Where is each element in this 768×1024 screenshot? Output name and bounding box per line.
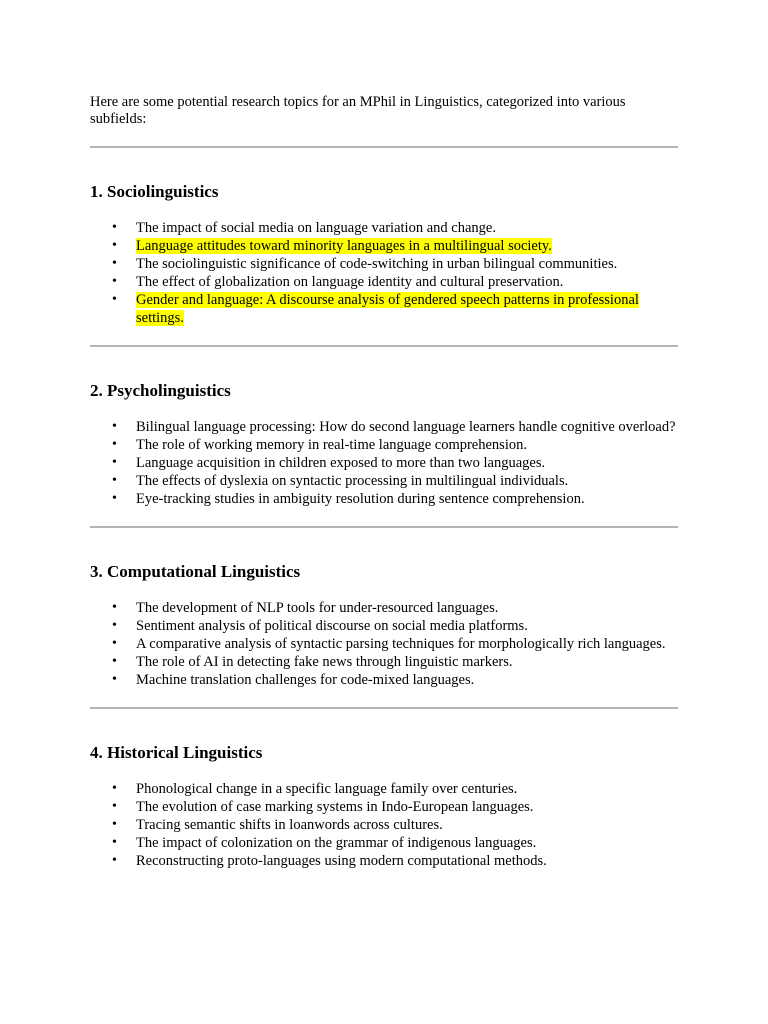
list-item — [90, 454, 680, 472]
intro-paragraph: Here are some potential research topics for an MPhil in Linguistics, categorized into various subfields: — [90, 94, 626, 127]
list-item — [90, 436, 680, 454]
topic-list — [90, 599, 680, 689]
topic-list — [90, 418, 680, 508]
list-item — [90, 599, 680, 617]
bullet-icon: • — [112, 618, 117, 633]
topic-text: Reconstructing proto-languages using modern computational methods. — [136, 853, 547, 869]
topic-text: Phonological change in a specific language family over centuries. — [136, 781, 518, 797]
list-item — [90, 834, 680, 852]
list-item — [90, 237, 680, 255]
list-item — [90, 780, 680, 798]
topic-list — [90, 219, 680, 327]
bullet-icon: • — [112, 636, 117, 651]
list-item — [90, 852, 680, 870]
bullet-icon: • — [112, 220, 117, 235]
topic-text: The evolution of case marking systems in Indo-European languages. — [136, 799, 534, 815]
highlighted-topic-text: Language attitudes toward minority languages in a multilingual society. — [136, 238, 552, 254]
bullet-icon: • — [112, 654, 117, 669]
bullet-icon: • — [112, 437, 117, 452]
topic-text: A comparative analysis of syntactic parsing techniques for morphologically rich languages. — [136, 636, 666, 652]
topic-text: The impact of social media on language variation and change. — [136, 220, 496, 236]
bullet-icon: • — [112, 292, 117, 307]
sections-container — [90, 146, 680, 870]
topic-text: The impact of colonization on the grammar of indigenous languages. — [136, 835, 537, 851]
list-item — [90, 219, 680, 237]
topic-text: The sociolinguistic significance of code-switching in urban bilingual communities. — [136, 256, 618, 272]
highlighted-topic-text: Gender and language: A discourse analysis of gendered speech patterns in professional settings. — [136, 292, 639, 326]
list-item — [90, 255, 680, 273]
topic-text: The role of AI in detecting fake news through linguistic markers. — [136, 654, 513, 670]
bullet-icon: • — [112, 455, 117, 470]
list-item — [90, 653, 680, 671]
bullet-icon: • — [112, 817, 117, 832]
bullet-icon: • — [112, 835, 117, 850]
bullet-icon: • — [112, 781, 117, 796]
topic-text: Bilingual language processing: How do second language learners handle cognitive overload? — [136, 419, 676, 435]
list-item — [90, 798, 680, 816]
topic-text: Eye-tracking studies in ambiguity resolution during sentence comprehension. — [136, 491, 585, 507]
bullet-icon: • — [112, 473, 117, 488]
topic-text: The effects of dyslexia on syntactic processing in multilingual individuals. — [136, 473, 569, 489]
list-item — [90, 490, 680, 508]
topic-text: The role of working memory in real-time language comprehension. — [136, 437, 527, 453]
list-item — [90, 617, 680, 635]
section-heading: 3. Computational Linguistics — [90, 562, 301, 581]
section-divider — [90, 345, 678, 347]
bullet-icon: • — [112, 600, 117, 615]
document-body — [90, 94, 680, 870]
list-item — [90, 472, 680, 490]
list-item — [90, 816, 680, 834]
bullet-icon: • — [112, 256, 117, 271]
bullet-icon: • — [112, 799, 117, 814]
section-divider — [90, 526, 678, 528]
bullet-icon: • — [112, 491, 117, 506]
list-item — [90, 671, 680, 689]
list-item — [90, 291, 680, 327]
topic-text: Tracing semantic shifts in loanwords across cultures. — [136, 817, 443, 833]
bullet-icon: • — [112, 672, 117, 687]
list-item — [90, 635, 680, 653]
section-heading: 2. Psycholinguistics — [90, 381, 231, 400]
bullet-icon: • — [112, 238, 117, 253]
section-divider — [90, 707, 678, 709]
bullet-icon: • — [112, 419, 117, 434]
section-divider — [90, 146, 678, 148]
section-heading: 4. Historical Linguistics — [90, 743, 263, 762]
section-heading: 1. Sociolinguistics — [90, 182, 219, 201]
topic-text: The effect of globalization on language identity and cultural preservation. — [136, 274, 564, 290]
topic-text: Machine translation challenges for code-mixed languages. — [136, 672, 475, 688]
list-item — [90, 273, 680, 291]
topic-list — [90, 780, 680, 870]
topic-text: Language acquisition in children exposed to more than two languages. — [136, 455, 546, 471]
topic-text: Sentiment analysis of political discourse on social media platforms. — [136, 618, 528, 634]
list-item — [90, 418, 680, 436]
bullet-icon: • — [112, 853, 117, 868]
topic-text: The development of NLP tools for under-resourced languages. — [136, 600, 499, 616]
bullet-icon: • — [112, 274, 117, 289]
